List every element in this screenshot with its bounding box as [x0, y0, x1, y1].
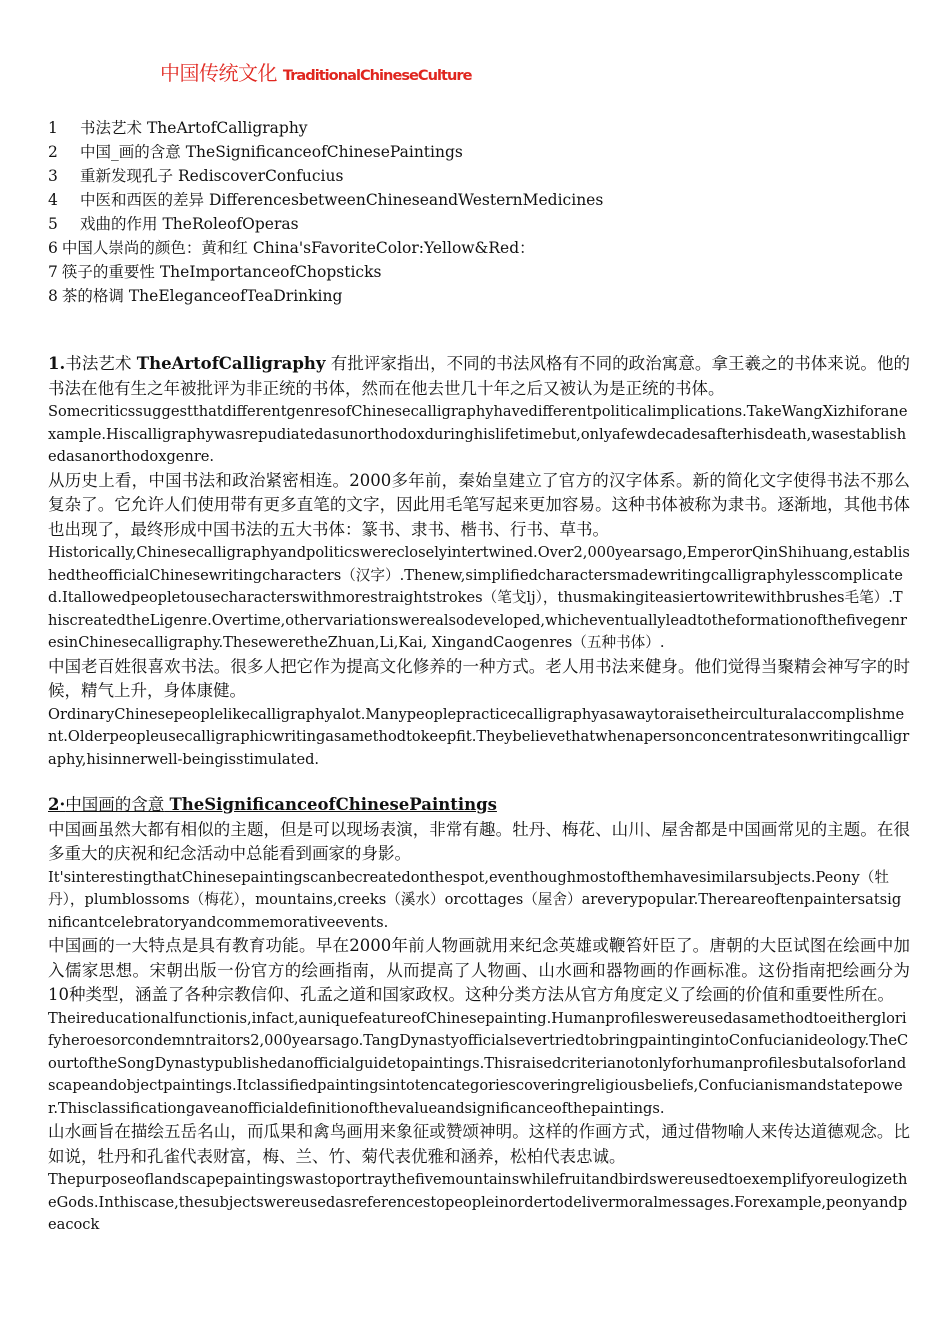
- section-heading: [48, 793, 910, 818]
- toc-title-zh: 重新发现孔子: [80, 167, 174, 185]
- toc-title-en: TheArtofCalligraphy: [146, 119, 308, 137]
- paragraph-zh: 中国老百姓很喜欢书法。很多人把它作为提高文化修养的一种方式。老人用书法来健身。他们觉得当聚精会神写字的时候，精气上升，身体康健。: [48, 656, 910, 700]
- toc-number: 2: [48, 143, 58, 161]
- section-title-en: TheSignificanceofChinesePaintings: [169, 795, 497, 814]
- toc-title-en: TheSignificanceofChinesePaintings: [185, 143, 463, 161]
- toc-title-zh: 戏曲的作用: [80, 215, 158, 233]
- toc-number: 1: [48, 119, 58, 137]
- paragraph-en: ThepurposeoflandscapepaintingswastoportraythefivemountainswhilefruitandbirdswereusedtoexemplifyoreulogizetheGods.Inthiscase,thesubjectswereusedasreferencestopeopleinordertodelivermoralmessages.Forexample,peonyandpeacock: [48, 1171, 908, 1233]
- paragraph-zh: 山水画旨在描绘五岳名山，而瓜果和禽鸟画用来象征或赞颂神明。这样的作画方式，通过借物喻人来传达道德观念。比如说，牡丹和孔雀代表财富，梅、兰、竹、菊代表优雅和涵养，松柏代表忠诚。: [48, 1122, 910, 1166]
- toc-item: [48, 236, 603, 260]
- section-number: 2·: [48, 795, 66, 814]
- section-calligraphy: [48, 352, 910, 771]
- toc-number: 6: [48, 239, 58, 257]
- document-body: [48, 352, 910, 1237]
- paragraph-en: Theireducationalfunctionis,infact,auniquefeatureofChinesepainting.Humanprofileswereusedasamethodtoeitherglorifyheroesorcondemntraitors2,000yearsago.TangDynastyofficialsevertriedtobringpaintingintoConfucianideology.TheCourtoftheSongDynastypublishedanofficialguidetopaintings.Thisraisedcriterianotonlyforhumanprofilesbutalsoforlandscapeandobjectpaintings.Itclassifiedpaintingsintotencategoriescoveringreligiousbeliefs,Confucianismandstatepower.Thisclassificationgaveanofficialdefinitionofthevalueandsignificanceofthepaintings.: [48, 1009, 909, 1117]
- toc-item: [48, 284, 603, 308]
- toc-title-zh: 中国人崇尚的颜色：黄和红: [61, 239, 248, 257]
- toc-title-zh: 中医和西医的差异: [80, 191, 205, 209]
- paragraph-en: OrdinaryChinesepeoplelikecalligraphyalot.Manypeoplepracticecalligraphyasawaytoraisetheirculturalaccomplishment.Olderpeopleusecalligraphicwritingasamethodtokeepfit.Theybelievethatwhenapersonconcentratesonwritingcalligraphy,hisinnerwell-beingisstimulated.: [48, 705, 910, 768]
- toc-number: 7: [48, 263, 58, 281]
- toc-number: 8: [48, 287, 58, 305]
- document-title: [160, 57, 472, 88]
- toc-number: 5: [48, 215, 58, 233]
- paragraph-en: It'sinterestingthatChinesepaintingscanbecreatedonthespot,eventhoughmostofthemhavesimilarsubjects.Peony（牡丹），plumblossoms（梅花），mountains,creeks（溪水）orcottages（屋舍）areverypopular.Thereareoftenpaintersatsignificantcelebratoryandcommemorativeevents.: [48, 868, 902, 931]
- section-title-zh: 书法艺术: [65, 354, 132, 373]
- toc-title-en: TheImportanceofChopsticks: [159, 263, 382, 281]
- toc-title-zh: 茶的格调: [61, 287, 124, 305]
- toc-item: [48, 140, 603, 164]
- toc-item: [48, 164, 603, 188]
- paragraph-en: Historically,Chinesecalligraphyandpoliticswerecloselyintertwined.Over2,000yearsago,EmperorQinShihuang,establishedtheofficialChinesewritingcharacters（汉字）.Thenew,simplifiedcharactersmadewritingcalligraphylesscomplicated.Itallowedpeopletousecharacterswithmorestraightstrokes（笔戈lj），thusmakingiteasiertowritewithbrushes毛笔）.ThiscreatedtheLigenre.Overtime,othervariationswerealsodeveloped,whicheventuallyleadtotheformationofthefivegenresinChinesecalligraphy.TheseweretheZhuan,Li,Kai, XingandCaogenres（五种书体）.: [48, 544, 910, 651]
- section-number: 1.: [48, 354, 66, 373]
- toc-title-zh: 中国_画的含意: [80, 143, 181, 161]
- toc-item: [48, 188, 603, 212]
- paragraph-zh: 中国画的一大特点是具有教育功能。早在2000年前人物画就用来纪念英雄或鞭笞奸臣了。唐朝的大臣试图在绘画中加入儒家思想。宋朝出版一份官方的绘画指南，从而提高了人物画、山水画和器物画的作画标准。这份指南把绘画分为10种类型，涵盖了各种宗教信仰、孔孟之道和国家政权。这种分类方法从官方角度定义了绘画的价值和重要性所在。: [48, 936, 910, 1004]
- toc-number: 4: [48, 191, 58, 209]
- toc-title-zh: 筷子的重要性: [61, 263, 155, 281]
- paragraph-zh: 从历史上看，中国书法和政治紧密相连。2000多年前，秦始皇建立了官方的汉字体系。新的简化文字使得书法不那么复杂了。它允许人们使用带有更多直笔的文字，因此用毛笔写起来更加容易。这种书体被称为隶书。逐渐地，其他书体也出现了，最终形成中国书法的五大书体：篆书、隶书、楷书、行书、草书。: [48, 470, 910, 539]
- paragraph-zh: 中国画虽然大都有相似的主题，但是可以现场表演，非常有趣。牡丹、梅花、山川、屋舍都是中国画常见的主题。在很多重大的庆祝和纪念活动中总能看到画家的身影。: [48, 819, 910, 863]
- toc-title-en: DifferencesbetweenChineseandWesternMedicines: [208, 191, 604, 209]
- toc-title-en: RediscoverConfucius: [177, 167, 344, 185]
- paragraph-en: SomecriticssuggestthatdifferentgenresofChinesecalligraphyhavedifferentpoliticalimplications.TakeWangXizhiforanexample.Hiscalligraphywasrepudiatedasunorthodoxduringhislifetimebut,onlyafewdecadesafterhisdeath,wasestablishedasanorthodoxgenre.: [48, 403, 908, 465]
- section-title-en: TheArtofCalligraphy: [136, 354, 326, 373]
- toc-item: [48, 212, 603, 236]
- toc-title-en: TheRoleofOperas: [162, 215, 299, 233]
- table-of-contents: [48, 116, 603, 308]
- section-chinese-paintings: [48, 793, 910, 1237]
- paragraph-zh: 有批评家指出，不同的书法风格有不同的政治寓意。拿王羲之的书体来说。他的书法在他有生之年被批评为非正统的书体，然而在他去世几十年之后又被认为是正统的书体。: [48, 354, 911, 398]
- section-title-zh: 中国画的含意: [65, 795, 165, 814]
- toc-title-zh: 书法艺术: [80, 119, 143, 137]
- section-paragraph: [48, 352, 910, 401]
- toc-item: [48, 260, 603, 284]
- toc-item: [48, 116, 603, 140]
- toc-number: 3: [48, 167, 58, 185]
- title-english: TraditionalChineseCulture: [282, 67, 472, 84]
- toc-title-en: China'sFavoriteColor:Yellow&Red：: [252, 239, 535, 257]
- title-chinese: 中国传统文化: [160, 61, 277, 85]
- toc-title-en: TheEleganceofTeaDrinking: [128, 287, 343, 305]
